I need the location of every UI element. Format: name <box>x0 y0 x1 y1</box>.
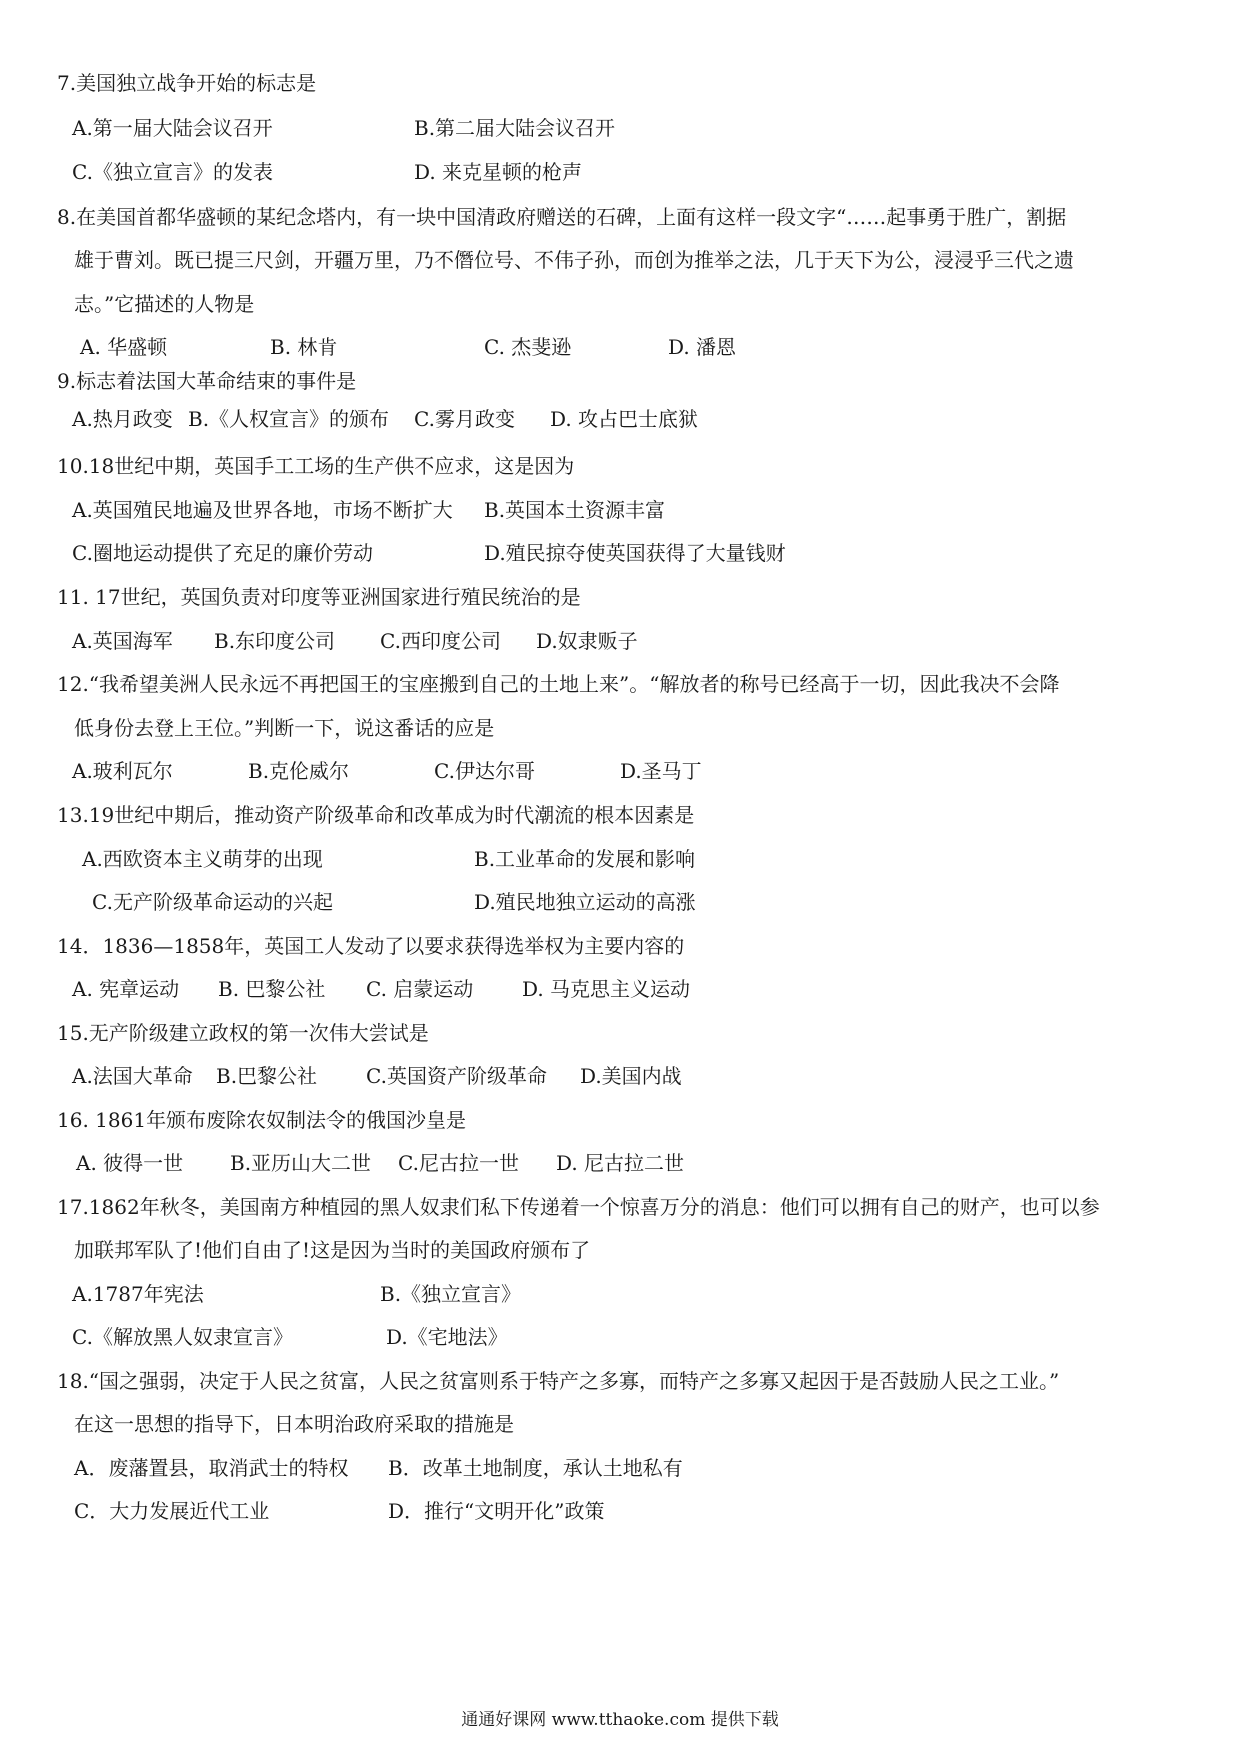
question-14-option-a: A. 宪章运动 <box>72 977 180 1001</box>
question-13-option-c: C.无产阶级革命运动的兴起 <box>92 890 333 914</box>
question-10-option-b: B.英国本土资源丰富 <box>484 498 666 522</box>
question-18-option-d: D．推行“文明开化”政策 <box>388 1499 605 1523</box>
question-9-stem: 9.标志着法国大革命结束的事件是 <box>57 369 357 393</box>
question-9-option-a: A.热月政变 <box>72 407 173 431</box>
question-16-option-a: A. 彼得一世 <box>76 1151 184 1175</box>
question-8-option-d: D. 潘恩 <box>668 335 737 359</box>
question-8-option-b: B. 林肯 <box>270 335 338 359</box>
question-16-stem: 16. 1861年颁布废除农奴制法令的俄国沙皇是 <box>57 1108 467 1132</box>
question-10-option-a: A.英国殖民地遍及世界各地，市场不断扩大 <box>72 498 453 522</box>
question-8-stem-line-1: 8.在美国首都华盛顿的某纪念塔内，有一块中国清政府赠送的石碑，上面有这样一段文字“……起事勇于胜广，割据 <box>57 205 1067 229</box>
question-12-stem-line-1: 12.“我希望美洲人民永远不再把国王的宝座搬到自己的土地上来”。“解放者的称号已经高于一切，因此我决不会降 <box>57 672 1060 696</box>
question-18-option-c: C．大力发展近代工业 <box>74 1499 270 1523</box>
question-13-stem: 13.19世纪中期后，推动资产阶级革命和改革成为时代潮流的根本因素是 <box>57 803 695 827</box>
question-12-option-d: D.圣马丁 <box>620 759 702 783</box>
question-7-option-c: C.《独立宣言》的发表 <box>72 160 273 184</box>
question-17-stem-line-2: 加联邦军队了!他们自由了!这是因为当时的美国政府颁布了 <box>74 1238 591 1262</box>
question-17-option-b: B.《独立宣言》 <box>380 1282 522 1306</box>
question-16-option-c: C.尼古拉一世 <box>398 1151 519 1175</box>
download-footer: 通通好课网 www.tthaoke.com 提供下载 <box>461 1710 779 1730</box>
question-17-option-d: D.《宅地法》 <box>386 1325 508 1349</box>
question-16-option-d: D. 尼古拉二世 <box>556 1151 685 1175</box>
question-12-option-b: B.克伦威尔 <box>248 759 350 783</box>
question-14-option-c: C. 启蒙运动 <box>366 977 474 1001</box>
question-14-option-b: B. 巴黎公社 <box>218 977 326 1001</box>
question-15-option-d: D.美国内战 <box>580 1064 682 1088</box>
question-11-stem: 11. 17世纪，英国负责对印度等亚洲国家进行殖民统治的是 <box>57 585 581 609</box>
question-13-option-b: B.工业革命的发展和影响 <box>474 847 696 871</box>
question-11-option-b: B.东印度公司 <box>214 629 336 653</box>
question-13-option-d: D.殖民地独立运动的高涨 <box>474 890 696 914</box>
question-11-option-a: A.英国海军 <box>72 629 173 653</box>
question-8-stem-line-3: 志。”它描述的人物是 <box>74 292 255 316</box>
question-7-option-d: D. 来克星顿的枪声 <box>414 160 583 184</box>
question-12-stem-line-2: 低身份去登上王位。”判断一下，说这番话的应是 <box>74 716 495 740</box>
question-18-stem-line-2: 在这一思想的指导下，日本明治政府采取的措施是 <box>74 1412 514 1436</box>
question-18-option-b: B．改革土地制度，承认土地私有 <box>388 1456 683 1480</box>
question-18-option-a: A．废藩置县，取消武士的特权 <box>74 1456 349 1480</box>
question-13-option-a: A.西欧资本主义萌芽的出现 <box>82 847 323 871</box>
question-8-option-c: C. 杰斐逊 <box>484 335 572 359</box>
question-16-option-b: B.亚历山大二世 <box>230 1151 372 1175</box>
question-14-option-d: D. 马克思主义运动 <box>522 977 691 1001</box>
question-10-option-c: C.圈地运动提供了充足的廉价劳动 <box>72 541 373 565</box>
question-17-stem-line-1: 17.1862年秋冬，美国南方种植园的黑人奴隶们私下传递着一个惊喜万分的消息：他们可以拥有自己的财产，也可以参 <box>57 1195 1100 1219</box>
question-15-option-b: B.巴黎公社 <box>216 1064 318 1088</box>
question-10-stem: 10.18世纪中期，英国手工工场的生产供不应求，这是因为 <box>57 454 575 478</box>
question-14-stem: 14．1836—1858年，英国工人发动了以要求获得选举权为主要内容的 <box>57 934 685 958</box>
question-9-option-b: B.《人权宣言》的颁布 <box>188 407 390 431</box>
question-9-option-d: D. 攻占巴士底狱 <box>550 407 699 431</box>
question-17-option-c: C.《解放黑人奴隶宣言》 <box>72 1325 293 1349</box>
question-8-option-a: A. 华盛顿 <box>80 335 168 359</box>
question-7-option-b: B.第二届大陆会议召开 <box>414 116 616 140</box>
question-15-option-a: A.法国大革命 <box>72 1064 193 1088</box>
question-10-option-d: D.殖民掠夺使英国获得了大量钱财 <box>484 541 786 565</box>
question-15-stem: 15.无产阶级建立政权的第一次伟大尝试是 <box>57 1021 429 1045</box>
question-7-stem: 7.美国独立战争开始的标志是 <box>57 71 317 95</box>
question-8-stem-line-2: 雄于曹刘。既已提三尺剑，开疆万里，乃不僭位号、不伟子孙，而创为推举之法，几于天下为公，浸浸乎三代之遗 <box>74 248 1074 272</box>
question-17-option-a: A.1787年宪法 <box>72 1282 204 1306</box>
question-15-option-c: C.英国资产阶级革命 <box>366 1064 547 1088</box>
question-11-option-c: C.西印度公司 <box>380 629 501 653</box>
question-7-option-a: A.第一届大陆会议召开 <box>72 116 273 140</box>
question-12-option-a: A.玻利瓦尔 <box>72 759 173 783</box>
question-9-option-c: C.雾月政变 <box>414 407 515 431</box>
question-12-option-c: C.伊达尔哥 <box>434 759 535 783</box>
question-11-option-d: D.奴隶贩子 <box>536 629 638 653</box>
question-18-stem-line-1: 18.“国之强弱，决定于人民之贫富，人民之贫富则系于特产之多寡，而特产之多寡又起因于是否鼓励人民之工业。” <box>57 1369 1060 1393</box>
